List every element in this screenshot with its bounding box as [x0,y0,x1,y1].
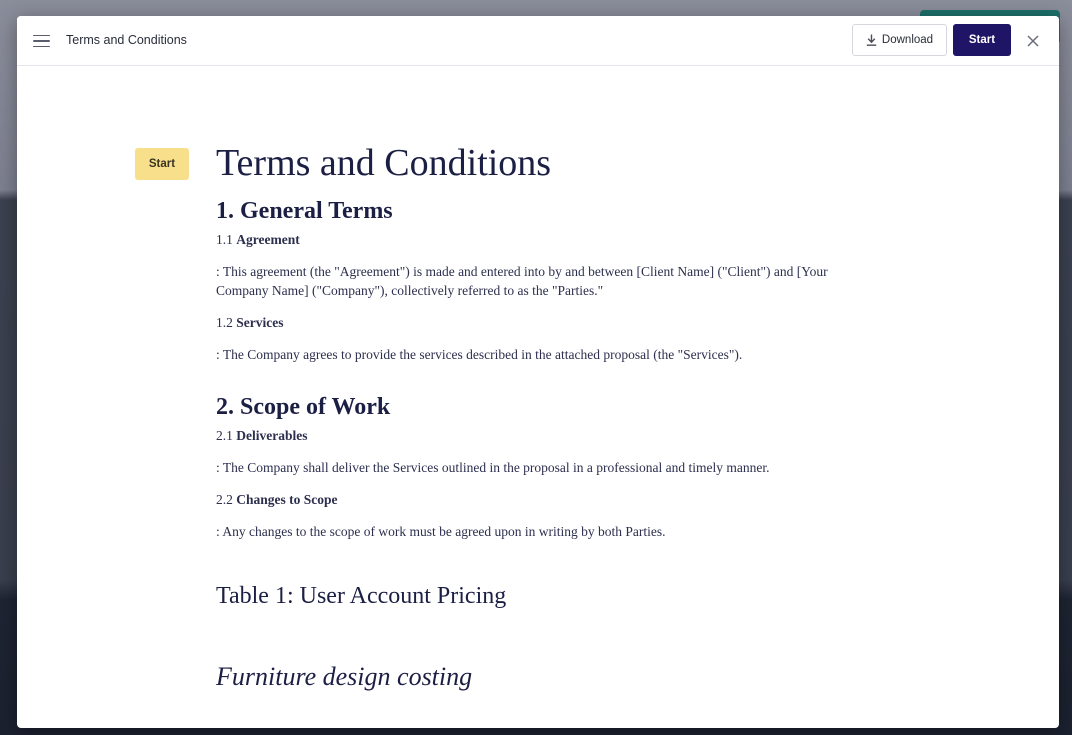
clause-text: : Any changes to the scope of work must be agreed upon in writing by both Parties. [216,524,666,539]
italic-heading: Furniture design costing [216,662,473,691]
close-icon[interactable] [1025,33,1041,49]
clause-heading [216,490,856,509]
clause-number: 2.2 [216,492,233,507]
clause-label: Deliverables [236,428,308,443]
hamburger-menu-icon[interactable] [33,31,53,51]
download-icon [866,34,877,46]
modal-title: Terms and Conditions [66,33,187,47]
download-button[interactable] [852,24,947,56]
clause-label: Changes to Scope [236,492,338,507]
document-title: Terms and Conditions [216,142,552,184]
clause-text: : The Company agrees to provide the services described in the attached proposal (the "Services"). [216,347,743,362]
start-marker-tag[interactable]: Start [135,148,189,180]
clause-text: : This agreement (the "Agreement") is made and entered into by and between [Client Name] ("Client") and [Your Company Name] ("Company"), collectively referred to as the "Parties." [216,264,828,298]
document-modal [17,16,1059,728]
modal-toolbar [17,16,1059,66]
clause-heading [216,313,856,332]
document-content [216,140,856,693]
clause-number: 2.1 [216,428,233,443]
clause-text: : The Company shall deliver the Services outlined in the proposal in a professional and timely manner. [216,460,770,475]
clause-heading [216,230,856,249]
section-heading: 2. Scope of Work [216,394,391,420]
clause-label: Services [236,315,284,330]
table-title: Table 1: User Account Pricing [216,583,507,609]
clause-number: 1.2 [216,315,233,330]
clause-number: 1.1 [216,232,233,247]
download-label: Download [881,34,934,46]
section-heading: 1. General Terms [216,198,393,224]
clause-heading [216,426,856,445]
clause-label: Agreement [236,232,300,247]
start-button[interactable]: Start [953,24,1011,56]
